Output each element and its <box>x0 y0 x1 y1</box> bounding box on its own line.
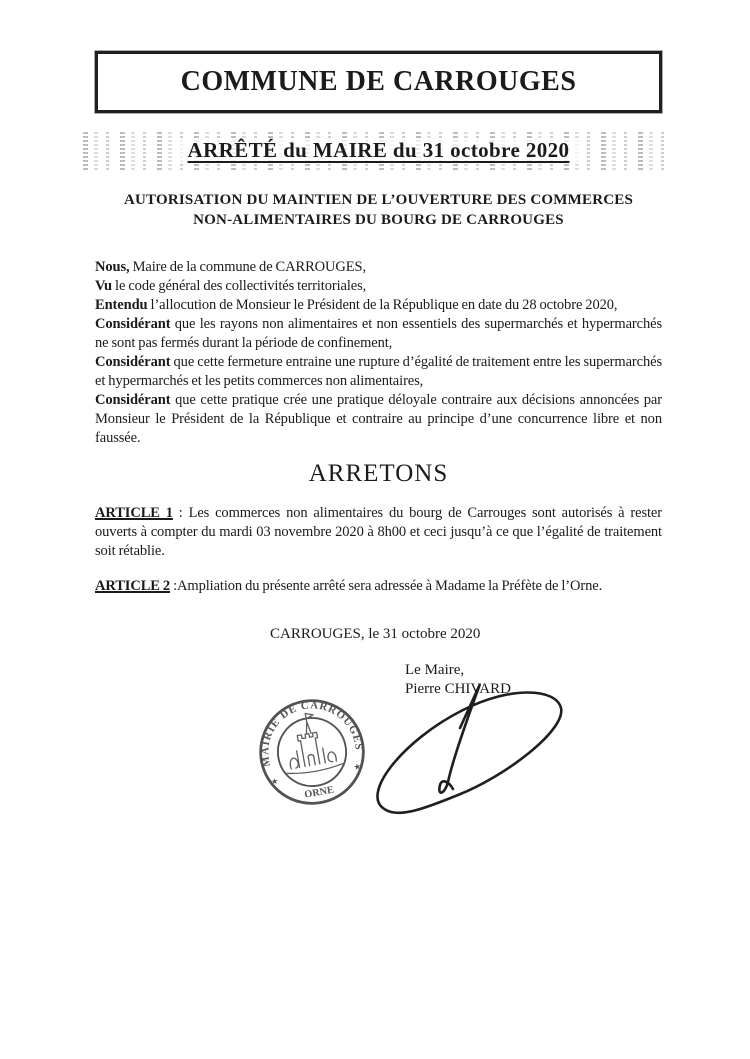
signature-strokes <box>377 684 561 813</box>
article-1 <box>95 504 662 561</box>
preamble-text: que cette pratique crée une pratique déloyale contraire aux décisions annoncées par Monsieur le Président de la République et contraire au principe d’une concurrence libre et non faussée. <box>95 392 662 446</box>
preamble-text: le code général des collectivités territoriales, <box>112 278 367 294</box>
arretons-heading: ARRETONS <box>308 460 449 487</box>
preamble-line <box>95 296 662 315</box>
preamble-text: Maire de la commune de CARROUGES, <box>129 259 366 275</box>
commune-title: COMMUNE DE CARROUGES <box>180 66 577 97</box>
signature-graphic <box>348 678 583 823</box>
preamble-text: l’allocution de Monsieur le Président de la République en date du 28 octobre 2020, <box>147 297 618 313</box>
preamble-line <box>95 391 662 448</box>
preamble-line <box>95 258 662 277</box>
place-date-line: CARROUGES, le 31 octobre 2020 <box>270 626 481 642</box>
preamble-lead: Nous, <box>95 259 130 275</box>
preamble-lead: Considérant <box>95 354 171 370</box>
preamble-lead: Considérant <box>95 392 171 408</box>
document-content <box>95 0 662 699</box>
preamble-block <box>95 258 662 448</box>
preamble-text: que les rayons non alimentaires et non essentiels des supermarchés et hypermarchés ne sont pas fermés durant la période de confinement, <box>95 316 662 351</box>
preamble-lead: Considérant <box>95 316 171 332</box>
stamp-inner-circle <box>273 713 352 792</box>
article-1-sep: : <box>172 505 189 521</box>
decree-title-band <box>83 131 674 172</box>
preamble-line <box>95 315 662 353</box>
commune-title-box <box>95 51 662 113</box>
stamp-bottom-text: ORNE <box>303 784 335 801</box>
article-1-label: ARTICLE 1 <box>95 505 173 521</box>
preamble-line <box>95 277 662 296</box>
mayor-signature <box>348 678 583 823</box>
article-2-text: Ampliation du présente arrêté sera adressée à Madame la Préfète de l’Orne. <box>177 578 603 594</box>
preamble-lead: Vu <box>95 278 113 294</box>
article-1-text: Les commerces non alimentaires du bourg de Carrouges sont autorisés à rester ouverts à compter du mardi 03 novembre 2020 à 8h00 et ceci jusqu’à ce que l’égalité de traitement soit rétablie. <box>95 505 662 559</box>
article-2-sep: : <box>170 578 178 594</box>
stamp-star-left: ★ <box>270 776 280 787</box>
preamble-lead: Entendu <box>95 297 148 313</box>
preamble-line <box>95 353 662 391</box>
stamp-arc-text: MAIRIE DE CARROUGES <box>259 699 365 768</box>
preamble-text: que cette fermeture entraine une rupture d’égalité de traitement entre les supermarchés et hypermarchés et les petits commerces non alimentaires, <box>95 354 662 389</box>
decree-title: ARRÊTÉ du MAIRE du 31 octobre 2020 <box>178 138 580 163</box>
signatory-role: Le Maire, <box>405 662 465 678</box>
signatory-name: Pierre CHIVARD <box>405 681 511 697</box>
stamp-star-right: ★ <box>352 761 362 773</box>
article-2-label: ARTICLE 2 <box>95 578 171 594</box>
decree-subject: AUTORISATION DU MAINTIEN DE L’OUVERTURE DES COMMERCES NON-ALIMENTAIRES DU BOURG DE CARROUGES <box>123 192 634 228</box>
article-2 <box>95 577 662 596</box>
